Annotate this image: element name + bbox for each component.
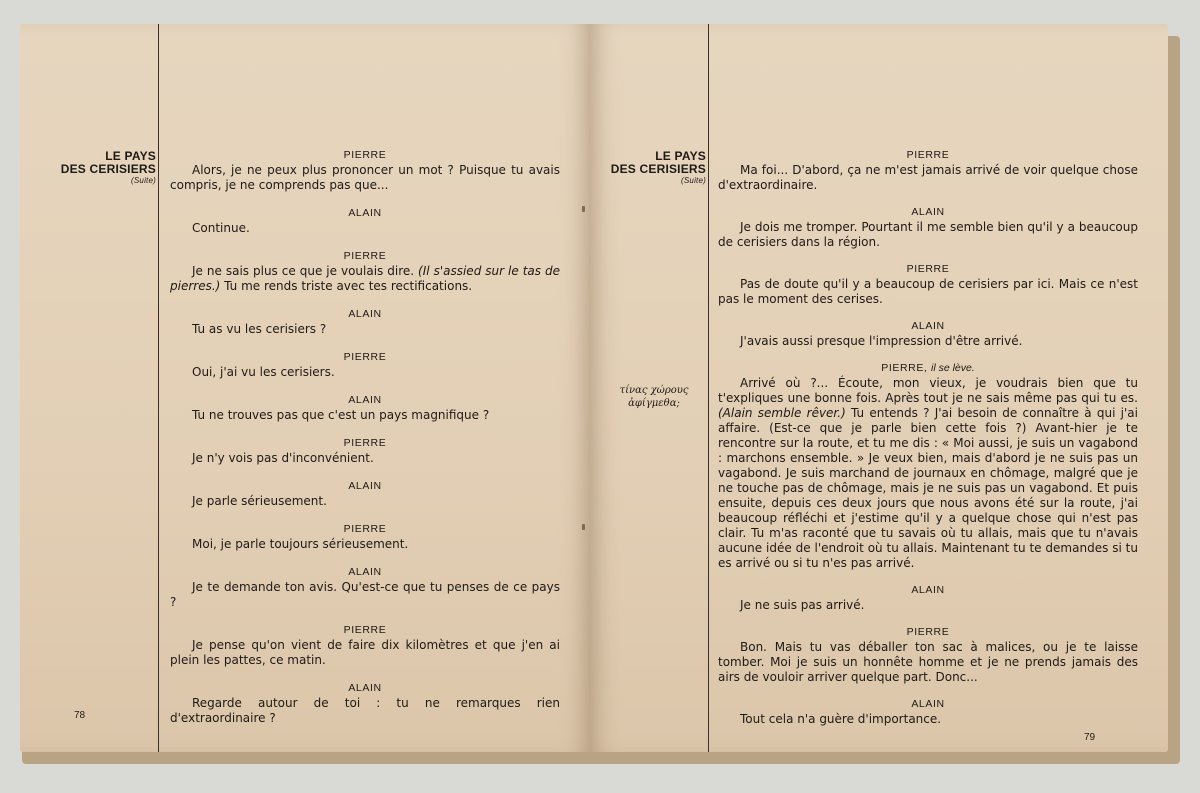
spoken-line <box>170 451 560 466</box>
speaker-name <box>170 479 560 494</box>
dialogue-block <box>718 361 1138 571</box>
speaker-name <box>170 522 560 537</box>
spoken-line <box>718 334 1138 349</box>
dialogue-block <box>170 393 560 423</box>
dialogue-column <box>718 148 1138 739</box>
speaker-label: PIERRE <box>343 250 387 262</box>
speaker-name <box>170 565 560 580</box>
speaker-name <box>718 262 1138 277</box>
dialogue-block <box>170 249 560 294</box>
spoken-line <box>718 640 1138 685</box>
running-title-line: DES CERISIERS <box>60 162 156 176</box>
margin-rule <box>708 24 709 752</box>
speaker-label: PIERRE <box>343 624 387 636</box>
speaker-name <box>718 583 1138 598</box>
speaker-name <box>170 206 560 221</box>
stage-direction: il se lève. <box>930 362 975 374</box>
speaker-label: PIERRE <box>906 263 950 275</box>
line-text: Tout cela n'a guère d'importance. <box>740 712 942 726</box>
running-title-line: LE PAYS <box>655 149 706 163</box>
right-page <box>590 24 1168 752</box>
speaker-name <box>170 623 560 638</box>
spoken-line <box>170 638 560 668</box>
speaker-name <box>170 681 560 696</box>
speaker-label: ALAIN <box>348 394 382 406</box>
speaker-name <box>718 697 1138 712</box>
spoken-line <box>170 264 560 294</box>
line-text: Moi, je parle toujours sérieusement. <box>192 537 409 551</box>
spoken-line <box>718 277 1138 307</box>
speaker-name <box>170 307 560 322</box>
page-number: 79 <box>1084 732 1096 743</box>
dialogue-block <box>718 148 1138 193</box>
spoken-line <box>718 598 1138 613</box>
line-text: Tu as vu les cerisiers ? <box>192 322 327 336</box>
speaker-label: PIERRE <box>343 437 387 449</box>
running-title-suite: (Suite) <box>681 176 706 185</box>
greek-margin-note: τίνας χώρους ἀφίγμεθα; <box>619 385 689 409</box>
spoken-line <box>718 163 1138 193</box>
speaker-label: ALAIN <box>348 682 382 694</box>
binding-stitch <box>582 206 585 212</box>
line-text: Je dois me tromper. Pourtant il me semble bien qu'il y a beaucoup de cerisiers dans la région. <box>718 220 1138 249</box>
speaker-label: PIERRE, <box>881 362 928 374</box>
running-title-suite: (Suite) <box>131 176 156 185</box>
speaker-label: ALAIN <box>348 480 382 492</box>
dialogue-block <box>170 148 560 193</box>
spoken-line <box>170 537 560 552</box>
speaker-name <box>718 205 1138 220</box>
speaker-label: PIERRE <box>906 149 950 161</box>
spoken-line <box>170 322 560 337</box>
speaker-name <box>170 393 560 408</box>
speaker-label: ALAIN <box>911 584 945 596</box>
line-text: Je te demande ton avis. Qu'est-ce que tu penses de ce pays ? <box>170 580 560 609</box>
dialogue-block <box>170 307 560 337</box>
line-text: Oui, j'ai vu les cerisiers. <box>192 365 335 379</box>
running-title <box>60 150 156 186</box>
dialogue-block <box>170 565 560 610</box>
running-title <box>610 150 706 186</box>
stage-direction: (Il s'assied sur le tas de pierres.) <box>170 264 560 293</box>
spoken-line <box>170 494 560 509</box>
line-text: Je ne suis pas arrivé. <box>740 598 865 612</box>
speaker-label: ALAIN <box>911 206 945 218</box>
speaker-label: ALAIN <box>911 320 945 332</box>
dialogue-block <box>170 681 560 726</box>
speaker-label: PIERRE <box>906 626 950 638</box>
line-text: Je ne sais plus ce que je voulais dire. <box>192 264 415 278</box>
line-text: Bon. Mais tu vas déballer ton sac à malices, ou je te laisse tomber. Moi je suis un honnête homme et je ne prends jamais des airs de vouloir arriver quelque part. Donc... <box>718 640 1138 684</box>
speaker-label: ALAIN <box>348 566 382 578</box>
spoken-line <box>170 580 560 610</box>
spoken-line <box>170 408 560 423</box>
speaker-name <box>718 148 1138 163</box>
binding-stitch <box>582 524 585 530</box>
speaker-label: PIERRE <box>343 523 387 535</box>
speaker-label: ALAIN <box>911 698 945 710</box>
line-text: Je pense qu'on vient de faire dix kilomètres et que j'en ai plein les pattes, ce matin. <box>170 638 560 667</box>
line-text: Pas de doute qu'il y a beaucoup de cerisiers par ici. Mais ce n'est pas le moment des cerises. <box>718 277 1138 306</box>
speaker-label: PIERRE <box>343 351 387 363</box>
dialogue-block <box>170 479 560 509</box>
speaker-label: ALAIN <box>348 207 382 219</box>
spoken-line <box>170 221 560 236</box>
speaker-name <box>718 625 1138 640</box>
line-text: Arrivé où ?... Écoute, mon vieux, je voudrais bien que tu t'expliques une bonne fois. Après tout je ne sais même pas qui tu es. <box>718 376 1138 405</box>
dialogue-block <box>170 623 560 668</box>
line-text-continued: Tu me rends triste avec tes rectifications. <box>224 279 473 293</box>
spoken-line <box>170 163 560 193</box>
line-text: Je n'y vois pas d'inconvénient. <box>192 451 374 465</box>
dialogue-block <box>718 625 1138 685</box>
speaker-name <box>170 249 560 264</box>
dialogue-block <box>170 522 560 552</box>
speaker-label: PIERRE <box>343 149 387 161</box>
dialogue-block <box>170 206 560 236</box>
dialogue-block <box>718 262 1138 307</box>
speaker-label: ALAIN <box>348 308 382 320</box>
line-text: J'avais aussi presque l'impression d'être arrivé. <box>740 334 1023 348</box>
spoken-line <box>718 220 1138 250</box>
spoken-line <box>170 365 560 380</box>
line-text: Continue. <box>192 221 250 235</box>
line-text-continued: Tu entends ? J'ai besoin de connaître à qui j'ai affaire. (Est-ce que je parle bien cette fois ?) Avant-hier je te rencontre sur la route, et tu me dis : « Moi aussi, je suis un vagabond : marchons ensemble. » Je veux bien, mais d'abord je ne suis pas un vagabond. Je suis marchand de journaux en chômage, malgré que je ne touche pas de chômage, mais je ne suis pas un vagabond. Et puis ensuite, depuis ces deux jours que nous avons été sur la route, j'ai beaucoup réfléchi et j'estime qu'il y a quelque chose qui n'est pas clair. Tu m'as raconté que tu savais où tu allais, mais que tu n'avais aucune idée de l'endroit où tu allais. Maintenant tu te demandes si tu es arrivé ou si tu n'es pas arrivé. <box>718 406 1138 570</box>
left-page <box>20 24 590 752</box>
line-text: Regarde autour de toi : tu ne remarques rien d'extraordinaire ? <box>170 696 560 725</box>
dialogue-block <box>170 436 560 466</box>
line-text: Alors, je ne peux plus prononcer un mot ? Puisque tu avais compris, je ne comprends pas que... <box>170 163 560 192</box>
speaker-name <box>170 148 560 163</box>
speaker-name <box>718 319 1138 334</box>
dialogue-block <box>170 350 560 380</box>
speaker-name <box>170 350 560 365</box>
dialogue-block <box>718 205 1138 250</box>
spoken-line <box>718 712 1138 727</box>
spoken-line <box>718 376 1138 571</box>
dialogue-column <box>170 148 560 739</box>
speaker-name <box>718 361 1138 376</box>
spoken-line <box>170 696 560 726</box>
margin-rule <box>158 24 159 752</box>
line-text: Ma foi... D'abord, ça ne m'est jamais arrivé de voir quelque chose d'extraordinaire. <box>718 163 1138 192</box>
line-text: Tu ne trouves pas que c'est un pays magnifique ? <box>192 408 490 422</box>
line-text: Je parle sérieusement. <box>192 494 327 508</box>
dialogue-block <box>718 697 1138 727</box>
stage-direction: (Alain semble rêver.) <box>718 406 846 420</box>
speaker-name <box>170 436 560 451</box>
running-title-line: DES CERISIERS <box>610 162 706 176</box>
dialogue-block <box>718 319 1138 349</box>
dialogue-block <box>718 583 1138 613</box>
page-number: 78 <box>74 710 86 721</box>
running-title-line: LE PAYS <box>105 149 156 163</box>
